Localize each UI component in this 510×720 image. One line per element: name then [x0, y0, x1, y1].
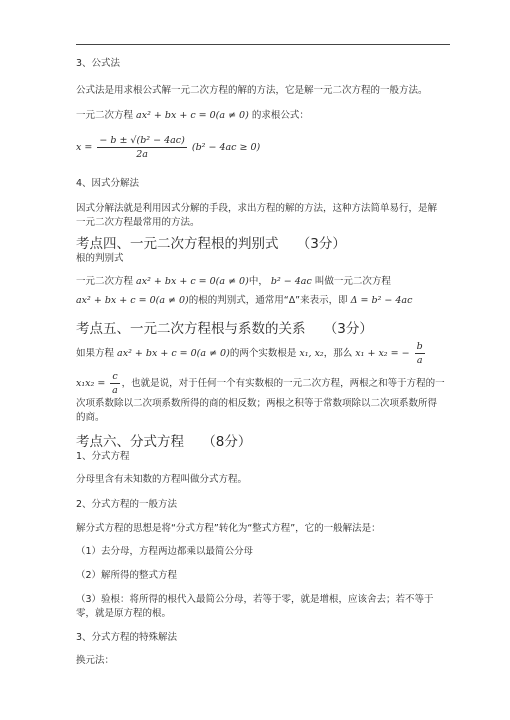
kp6-title [76, 434, 251, 450]
root-sum-denominator: a [416, 355, 423, 366]
formula-fraction [97, 134, 186, 161]
kp4-title-text: 考点四、一元二次方程根的判别式 [76, 236, 279, 252]
kp5-roots: x₁, x₂ [299, 348, 324, 359]
kp6-score: （8分） [202, 434, 252, 450]
section3-heading: 3、公式法 [76, 58, 121, 69]
section4-heading: 4、因式分解法 [76, 178, 140, 189]
kp6-step-3b: 零，就是原方程的根。 [76, 608, 172, 619]
kp6-h2: 2、分式方程的一般方法 [76, 499, 178, 510]
kp4-line1-post: 叫做一元二次方程 [314, 276, 391, 287]
root-product-denominator: a [112, 385, 118, 396]
formula-denominator: 2a [136, 149, 148, 160]
kp4-line1-equation: ax² + bx + c = 0(a ≠ 0) [136, 276, 249, 287]
formula-numerator: − b ± √(b² − 4ac) [99, 135, 185, 146]
kp5-line1-pre: 如果方程 [76, 348, 115, 359]
root-product-lhs: x₁x₂ = [76, 378, 106, 389]
quadratic-formula [76, 134, 260, 161]
kp5-line1-mid: 的两个实数根是 [229, 348, 297, 359]
kp6-h3-sub: 换元法： [76, 655, 115, 666]
kp5-line-1 [76, 340, 427, 367]
kp4-line-1 [76, 276, 391, 288]
kp5-score: （3分） [323, 321, 373, 337]
root-product-fraction [110, 370, 119, 397]
top-rule [76, 44, 450, 45]
kp6-h2-desc: 解分式方程的思想是将“分式方程”转化为“整式方程”，它的一般解法是： [76, 523, 381, 534]
kp4-line2-mid: 的根的判别式，通常用“Δ”来表示，即 [188, 295, 348, 306]
section4-desc-1: 因式分解法就是利用因式分解的手段，求出方程的解的方法，这种方法简单易行，是解 [76, 203, 438, 214]
kp4-line-2 [76, 295, 412, 307]
kp5-line-3: 次项系数除以二次项系数所得的商的相反数；两根之积等于常数项除以二次项系数所得 [76, 398, 438, 409]
kp6-step-2: （2）解所得的整式方程 [76, 570, 178, 581]
kp5-line1-equation: ax² + bx + c = 0(a ≠ 0) [117, 348, 230, 359]
kp4-delta-expr: Δ = b² − 4ac [350, 295, 413, 306]
kp4-line1-mid: 中， [248, 276, 268, 287]
general-equation: ax² + bx + c = 0(a ≠ 0) [136, 110, 249, 121]
kp4-subheading: 根的判别式 [76, 253, 124, 264]
formula-intro [76, 110, 309, 122]
kp4-title [76, 236, 346, 252]
kp5-line2-text: ，也就是说，对于任何一个有实数根的一元二次方程，两根之和等于方程的一 [121, 378, 445, 389]
kp6-h1-desc: 分母里含有未知数的方程叫做分式方程。 [76, 474, 248, 485]
kp5-title [76, 321, 373, 337]
kp5-line-4: 的商。 [76, 412, 105, 423]
section3-desc: 公式法是用求根公式解一元二次方程的解的方法，它是解一元二次方程的一般方法。 [76, 85, 428, 96]
section4-desc-2: 一元二次方程最常用的方法。 [76, 217, 200, 228]
formula-intro-post: 的求根公式： [251, 110, 309, 121]
kp4-line1-pre: 一元二次方程 [76, 276, 134, 287]
formula-lhs: x = [76, 142, 93, 153]
formula-condition: (b² − 4ac ≥ 0) [191, 142, 261, 153]
kp6-title-text: 考点六、分式方程 [76, 434, 184, 450]
kp6-h3: 3、分式方程的特殊解法 [76, 632, 178, 643]
kp4-line2-equation: ax² + bx + c = 0(a ≠ 0) [76, 295, 189, 306]
formula-intro-pre: 一元二次方程 [76, 110, 134, 121]
kp5-line1-then: ，那么 [323, 348, 353, 359]
kp5-title-text: 考点五、一元二次方程根与系数的关系 [76, 321, 306, 337]
kp4-score: （3分） [296, 236, 346, 252]
kp6-step-1: （1）去分母，方程两边都乘以最简公分母 [76, 546, 254, 557]
root-sum-numerator: b [416, 341, 423, 352]
kp4-discriminant-expr: b² − 4ac [270, 276, 312, 287]
root-product-numerator: c [112, 371, 118, 382]
root-sum-lhs: x₁ + x₂ = − [355, 348, 410, 359]
root-sum-fraction [415, 340, 425, 367]
kp6-step-3a: （3）验根：将所得的根代入最简公分母，若等于零，就是增根，应该舍去；若不等于 [76, 594, 434, 605]
kp6-h1: 1、分式方程 [76, 451, 130, 462]
kp5-line-2 [76, 370, 445, 397]
